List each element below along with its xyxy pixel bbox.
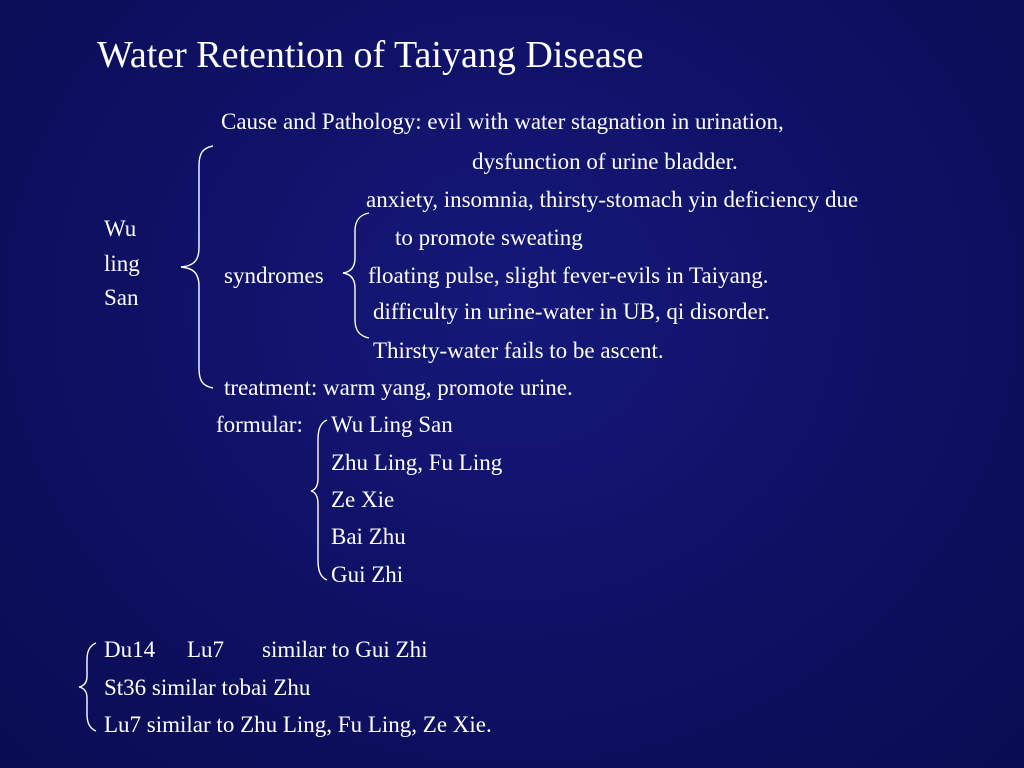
syndromes-brace	[343, 213, 369, 338]
formular-item: Zhu Ling, Fu Ling	[331, 450, 503, 475]
acupoint-line-2: St36 similar tobai Zhu	[104, 675, 311, 700]
syndrome-line-2: to promote sweating	[395, 225, 583, 250]
formular-item: Bai Zhu	[331, 524, 406, 549]
formular-label: formular:	[216, 412, 303, 437]
acupoint-lu7: Lu7	[187, 637, 225, 662]
slide-title: Water Retention of Taiyang Disease	[97, 34, 644, 76]
syndrome-line-1: anxiety, insomnia, thirsty-stomach yin deficiency due	[366, 187, 859, 212]
wulingsan-brace	[181, 146, 213, 388]
side-label-san: San	[104, 285, 139, 310]
formular-item: Ze Xie	[331, 487, 395, 512]
cause-line-1: Cause and Pathology: evil with water stagnation in urination,	[221, 109, 784, 134]
acupoint-line-3: Lu7 similar to Zhu Ling, Fu Ling, Ze Xie.	[104, 712, 492, 737]
formular-item: Wu Ling San	[331, 412, 453, 437]
syndrome-line-4: difficulty in urine-water in UB, qi disorder.	[373, 299, 770, 324]
syndrome-line-5: Thirsty-water fails to be ascent.	[373, 338, 664, 363]
side-label-ling: ling	[104, 251, 140, 276]
acupoint-brace	[79, 643, 96, 731]
cause-line-2: dysfunction of urine bladder.	[472, 149, 738, 174]
side-label-wu: Wu	[104, 216, 137, 241]
syndrome-line-3: floating pulse, slight fever-evils in Taiyang.	[368, 263, 769, 288]
acupoint-du14: Du14	[104, 637, 156, 662]
acupoint-line-1-note: similar to Gui Zhi	[262, 637, 428, 662]
treatment-line: treatment: warm yang, promote urine.	[224, 375, 573, 400]
formular-brace	[311, 420, 327, 580]
syndromes-label: syndromes	[224, 263, 324, 288]
formular-item: Gui Zhi	[331, 562, 404, 587]
